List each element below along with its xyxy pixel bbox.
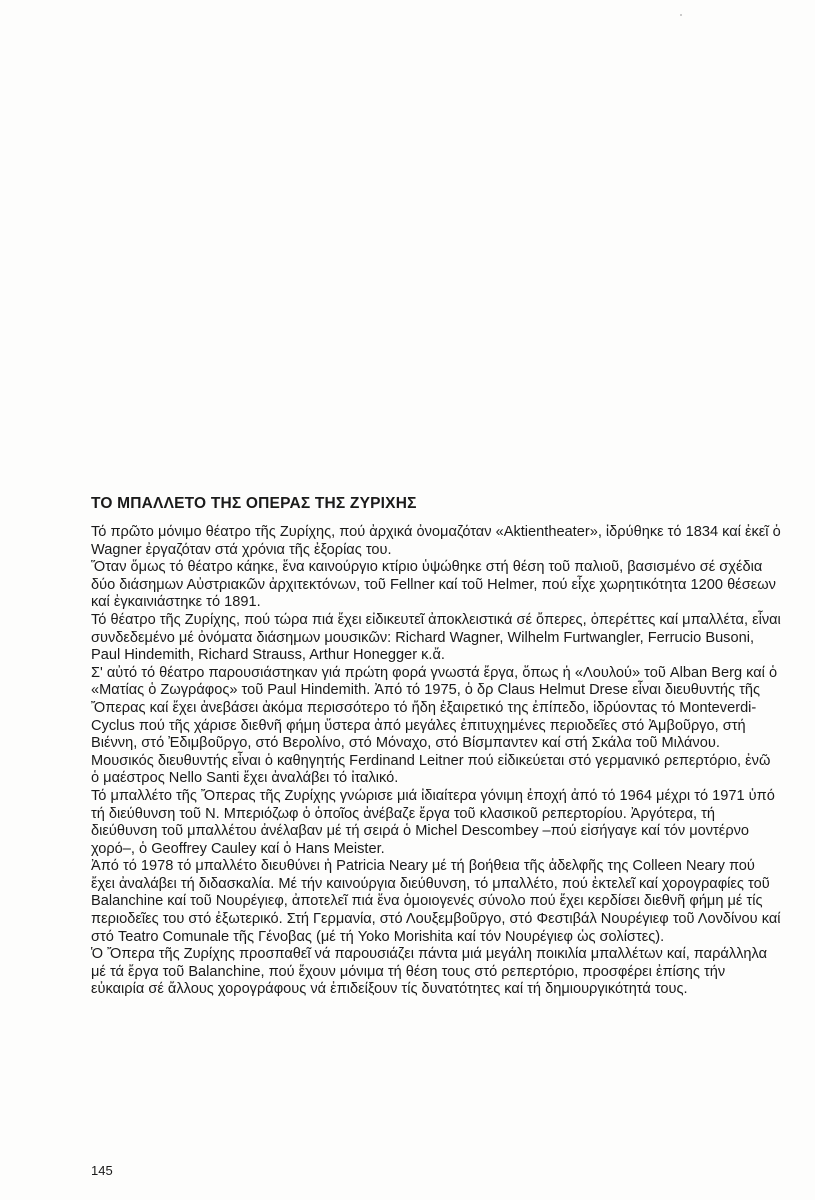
paragraph-5: Τό μπαλλέτο τῆς Ὄπερας τῆς Ζυρίχης γνώρισε μιά ἰδιαίτερα γόνιμη ἐποχή ἀπό τό 1964 μέχρι τό 1971 ὑπό τή διεύθυνση τοῦ Ν. Μπεριόζωφ ὁ ὁποῖος ἀνέβαζε ἔργα τοῦ κλασικοῦ ρεπερτορίου. Ἀργότερα, τή διεύθυνση τοῦ μπαλλέτου ἀνέλαβαν μέ τή σειρά ὁ Michel Descombey –πού εἰσήγαγε καί τόν μοντέρνο χορό–, ὁ Geoffrey Cauley καί ὁ Hans Meister. bbox=[91, 787, 775, 857]
paragraph-4: Σ' αὐτό τό θέατρο παρουσιάστηκαν γιά πρώτη φορά γνωστά ἔργα, ὅπως ἡ «Λουλού» τοῦ Alban Berg καί ὁ «Ματίας ὁ Ζωγράφος» τοῦ Paul Hindemith. Ἀπό τό 1975, ὁ δρ Claus Helmut Drese εἶναι διευθυντής τῆς Ὄπερας καί ἔχει ἀνεβάσει ἀκόμα περισσότερο τό ἤδη ἐξαιρετικό της ἐπίπεδο, ἱδρύοντας τό Monteverdi-Cyclus πού τῆς χάρισε διεθνῆ φήμη ὕστερα ἀπό μεγάλες ἐπιτυχημένες περιοδεῖες στό Ἀμβοῦργο, στή Βιέννη, στό Ἐδιμβοῦργο, στό Βερολίνο, στό Μόναχο, στό Βίσμπαντεν καί στή Σκάλα τοῦ Μιλάνου. Μουσικός διευθυντής εἶναι ὁ καθηγητής Ferdinand Leitner πού εἰδικεύεται στό γερμανικό ρεπερτόριο, ἐνῶ ὁ μαέστρος Nello Santi ἔχει ἀναλάβει τό ἰταλικό. bbox=[91, 664, 778, 787]
paragraph-7: Ὁ Ὄπερα τῆς Ζυρίχης προσπαθεῖ νά παρουσιάζει πάντα μιά μεγάλη ποικιλία μπαλλέτων καί, παράλληλα μέ τά ἔργα τοῦ Balanchine, πού ἔχουν μόνιμα τή θέση τους στό ρεπερτόριο, προσφέρει ἐπίσης τήν εὐκαιρία σέ ἄλλους χορογράφους νά ἐπιδείξουν τίς δυνατότητες καί τή δημιουργικότητά τους. bbox=[91, 946, 768, 998]
page-number: 145 bbox=[91, 1163, 113, 1178]
article-body bbox=[91, 494, 781, 999]
paragraph-1: Τό πρῶτο μόνιμο θέατρο τῆς Ζυρίχης, πού ἀρχικά ὀνομαζόταν «Aktientheater», ἱδρύθηκε τό 1834 καί ἐκεῖ ὁ Wagner ἐργαζόταν στά χρόνια τῆς ἐξορίας του. bbox=[91, 524, 781, 558]
paragraph-2: Ὅταν ὅμως τό θέατρο κάηκε, ἕνα καινούργιο κτίριο ὑψώθηκε στή θέση τοῦ παλιοῦ, βασισμένο σέ σχέδια δύο διάσημων Αὐστριακῶν ἀρχιτεκτόνων, τοῦ Fellner καί τοῦ Helmer, πού εἶχε χωρητικότητα 1200 θέσεων καί ἐγκαινιάστηκε τό 1891. bbox=[91, 559, 776, 611]
paragraph-6: Ἀπό τό 1978 τό μπαλλέτο διευθύνει ἡ Patricia Neary μέ τή βοήθεια τῆς ἀδελφῆς της Colleen Neary πού ἔχει ἀναλάβει τή διδασκαλία. Μέ τήν καινούργια διεύθυνση, τό μπαλλέτο, πού ἐκτελεῖ καί χορογραφίες τοῦ Balanchine καί τοῦ Νουρέγιεφ, ἀποτελεῖ πιά ἕνα ὁμοιογενές σύνολο πού ἔχει κερδίσει διεθνῆ φήμη μέ τίς περιοδεῖες του στό ἐξωτερικό. Στή Γερμανία, στό Λουξεμβοῦργο, στό Φεστιβάλ Νουρέγιεφ τοῦ Λονδίνου καί στό Teatro Comunale τῆς Γένοβας (μέ τή Yoko Morishita καί τόν Νουρέγιεφ ὡς σολίστες). bbox=[91, 858, 781, 945]
article-title: ΤΟ ΜΠΑΛΛΕΤΟ ΤΗΣ ΟΠΕΡΑΣ ΤΗΣ ΖΥΡΙΧΗΣ bbox=[91, 495, 417, 512]
paper-speck bbox=[680, 14, 682, 16]
paragraph-3: Τό θέατρο τῆς Ζυρίχης, πού τώρα πιά ἔχει εἰδικευτεῖ ἀποκλειστικά σέ ὄπερες, ὀπερέττες καί μπαλλέτα, εἶναι συνδεδεμένο μέ ὀνόματα διάσημων μουσικῶν: Richard Wagner, Wilhelm Furtwangler, Ferrucio Busoni, Paul Hindemith, Richard Strauss, Arthur Honegger κ.ἄ. bbox=[91, 611, 781, 664]
